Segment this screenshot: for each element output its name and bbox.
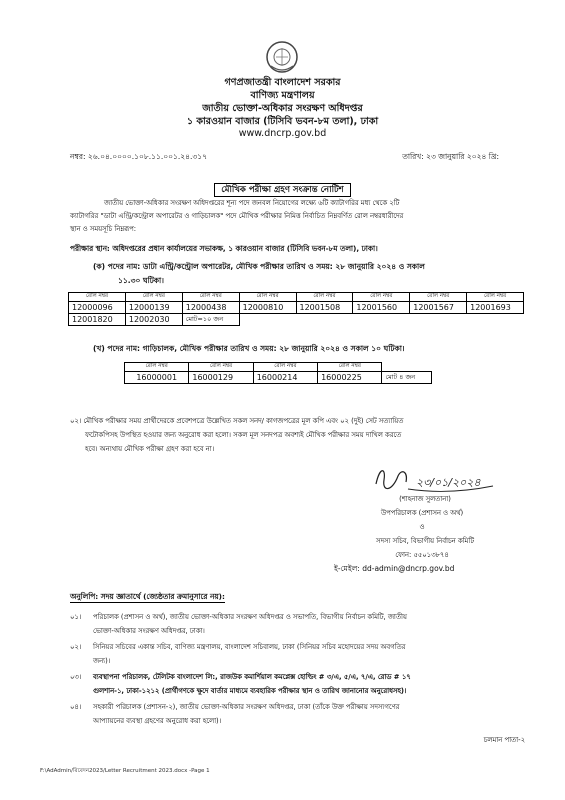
roll-cell: 12000096 xyxy=(69,302,126,314)
copy-item-3-num: ০৩। xyxy=(70,673,82,681)
handwritten-signature xyxy=(368,462,508,496)
roll-cell: 12001693 xyxy=(467,302,524,314)
table-header-cell: রোল নম্বর xyxy=(296,293,353,302)
table-row xyxy=(69,314,524,326)
roll-cell: 12000139 xyxy=(125,302,182,314)
copy-item-4-line-1: সহকারী পরিচালক (প্রশাসন-২), জাতীয় ভোক্তা-অধিকার সংরক্ষণ অধিদপ্তর, ঢাকা (তাঁকে উক্ত পরীক্ষায় সদস্যগণের xyxy=(93,703,400,711)
roll-cell: 12001567 xyxy=(410,302,467,314)
section-b-line-1: (খ) পদের নাম: গাড়িচালক, মৌখিক পরীক্ষার তারিখ ও সময়: ২৮ জানুয়ারি ২০২৪ ও সকাল ১০ ঘটিকা। xyxy=(93,344,405,353)
table-row xyxy=(125,372,432,384)
roll-cell: 12000438 xyxy=(182,302,239,314)
roll-cell: 16000225 xyxy=(318,372,382,384)
notice-title: মৌখিক পরীক্ষা গ্রহণ সংক্রান্ত নোটিশ xyxy=(214,183,350,197)
intro-line-1: জাতীয় ভোক্তা-অধিকার সংরক্ষণ অধিদপ্তরের শূন্য পদে জনবল নিয়োগের লক্ষ্যে ৬টি ক্যাটাগরির মধ্য থেকে ২টি xyxy=(104,199,400,207)
copy-item-3-line-2: গুলশান-১, ঢাকা-১২১২ (প্রার্থীগণকে ক্ষুদে বার্তার মাধ্যমে ব্যবহারিক পরীক্ষার স্থান ও তারিখ জানানোর অনুরোধসহ)। xyxy=(93,687,407,695)
empty-cell xyxy=(239,314,523,326)
para-2-line-3: হবে। অন্যথায় মৌখিক পরীক্ষা গ্রহণ করা হবে না। xyxy=(85,445,215,453)
table-row xyxy=(69,302,524,314)
table-header-cell: রোল নম্বর xyxy=(239,293,296,302)
header-line-1: গণপ্রজাতন্ত্রী বাংলাদেশ সরকার xyxy=(224,77,341,88)
para-2-line-1: ০২। মৌখিক পরীক্ষার সময় প্রার্থীদেরকে প্রবেশপত্রে উল্লেখিত সকল সনদ/ কাগজপত্রের মূল কপি এবং ০২ (দুই) সেট সত্যায়িত xyxy=(70,417,404,425)
roll-cell: 16000214 xyxy=(253,372,317,384)
table-header-cell: রোল নম্বর xyxy=(353,293,410,302)
total-cell: মোট ৪ জন xyxy=(382,372,432,384)
copy-item-2-num: ০২। xyxy=(70,643,82,651)
table-header-cell: রোল নম্বর xyxy=(253,363,317,372)
copy-item-4-line-2: আপ্যায়নের ব্যবস্থা গ্রহণের অনুরোধ করা হলো)। xyxy=(93,717,222,725)
copy-item-4-num: ০৪। xyxy=(70,703,82,711)
roll-cell: 12002030 xyxy=(125,314,182,326)
continued-page-note: চলমান পাতা-২ xyxy=(483,736,525,744)
copy-heading: অনুলিপি: সদয় জ্ঞাতার্থে (জ্যেষ্ঠতার ক্রমানুসারে নয়): xyxy=(70,592,225,601)
copy-item-3-line-1: ব্যবস্থাপনা পরিচালক, টেলিটক বাংলাদেশ লি:, রাজউক কমার্শিয়াল কমপ্লেক্স হোল্ডিং # ৩/এ, ৫/এ, ৭/এ, রোড # ১৭ xyxy=(93,673,411,681)
table-header-cell: রোল নম্বর xyxy=(318,363,382,372)
roll-cell: 12001820 xyxy=(69,314,126,326)
intro-line-2: ক্যাটাগরির "ডাটা এন্ট্রি/কন্ট্রোল অপারেটর ও গাড়িচালক" পদে মৌখিক পরীক্ষার নিমিত্ত নির্বাচিত নিম্নবর্ণিত রোল নম্বরধারীদের xyxy=(70,212,404,220)
copy-item-1-num: ০১। xyxy=(70,613,82,621)
copy-item-1-line-2: ভোক্তা-অধিকার সংরক্ষণ অধিদপ্তর, ঢাকা। xyxy=(93,627,205,635)
signatory-designation-1: উপপরিচালক (প্রশাসন ও অর্থ) xyxy=(380,509,464,517)
copy-item-2-line-1: সিনিয়র সচিবের একান্ত সচিব, বাণিজ্য মন্ত্রণালয়, বাংলাদেশ সচিবালয়, ঢাকা (সিনিয়র সচিব মহোদয়ের সদয় অবগতির xyxy=(93,643,406,651)
table-header-cell: রোল নম্বর xyxy=(189,363,253,372)
header-line-2: বাণিজ্য মন্ত্রণালয় xyxy=(250,90,315,101)
roll-cell: 16000129 xyxy=(189,372,253,384)
roll-cell: 12001560 xyxy=(353,302,410,314)
copy-item-2-line-2: জন্য)। xyxy=(93,657,111,665)
signatory-designation-2: সদস্য সচিব, বিভাগীয় নির্বাচন কমিটি xyxy=(376,537,474,545)
copy-item-1-line-1: পরিচালক (প্রশাসন ও অর্থ), জাতীয় ভোক্তা-অধিকার সংরক্ষণ অধিদপ্তর ও সভাপতি, বিভাগীয় নির্বাচন কমিটি, জাতীয় xyxy=(93,613,407,621)
exam-venue: পরীক্ষার স্থান: অধিদপ্তরের প্রধান কার্যালয়ের সভাকক্ষ, ১ কারওয়ান বাজার (টিসিবি ভবন-৮ম তলা), ঢাকা। xyxy=(70,244,378,253)
roll-cell: 12000810 xyxy=(239,302,296,314)
signature-date: ২৩/০১/২০২৪ xyxy=(416,476,481,489)
header-line-4: ১ কারওয়ান বাজার (টিসিবি ভবন-৮ম তলা), ঢাকা xyxy=(186,116,379,127)
table-header-cell: রোল নম্বর xyxy=(182,293,239,302)
memo-date: তারিখ: ২৩ জানুয়ারি ২০২৪ খ্রি: xyxy=(402,152,499,161)
signatory-phone: ফোন: ৫৫০১৩৮৭৪ xyxy=(395,551,449,559)
section-a-roll-table xyxy=(68,292,524,326)
table-header-cell: রোল নম্বর xyxy=(467,293,524,302)
table-header-cell: রোল নম্বর xyxy=(125,293,182,302)
table-header-row xyxy=(125,363,432,372)
signatory-name: (শাহনাজ সুলতানা) xyxy=(399,495,451,503)
header-website[interactable]: www.dncrp.gov.bd xyxy=(238,128,327,139)
memo-number: নম্বর: ২৬.০৪.০০০০.১০৮.১১.০০১.২৪.৩১৭ xyxy=(70,152,207,161)
para-2-line-2: ফটোকপিসহ উপস্থিত হওয়ার জন্য অনুরোধ করা হলো। সকল মূল সনদপত্র অবশ্যই মৌখিক পরীক্ষার সময় দাখিল করতে xyxy=(85,431,402,439)
header-line-3: জাতীয় ভোক্তা-অধিকার সংরক্ষণ অধিদপ্তর xyxy=(202,103,363,114)
section-a-line-1: (ক) পদের নাম: ডাটা এন্ট্রি/কন্ট্রোল অপারেটর, মৌখিক পরীক্ষার তারিখ ও সময়: ২৮ জানুয়ারি ২০২৪ ও সকাল xyxy=(93,262,425,271)
total-cell: মোট=১০ জন xyxy=(182,314,239,326)
roll-cell: 12001508 xyxy=(296,302,353,314)
roll-cell: 16000001 xyxy=(125,372,189,384)
section-a-line-2: ১১.৩০ ঘটিকা। xyxy=(118,276,164,285)
government-emblem xyxy=(263,40,301,74)
footer-file-path: F:\AdAdmin/রিবেদন2023/Letter Recruitment 2023.docx -Page 1 xyxy=(40,768,210,774)
table-header-cell: রোল নম্বর xyxy=(125,363,189,372)
table-header-cell: রোল নম্বর xyxy=(410,293,467,302)
signatory-and: ও xyxy=(419,523,425,531)
empty-cell xyxy=(382,363,432,372)
intro-line-3: স্থান ও সময়সূচি নিম্নরূপ: xyxy=(70,225,136,233)
table-header-cell: রোল নম্বর xyxy=(69,293,126,302)
section-b-roll-table xyxy=(124,362,432,384)
table-header-row xyxy=(69,293,524,302)
signatory-email[interactable]: ই-মেইল: dd-admin@dncrp.gov.bd xyxy=(334,564,455,573)
